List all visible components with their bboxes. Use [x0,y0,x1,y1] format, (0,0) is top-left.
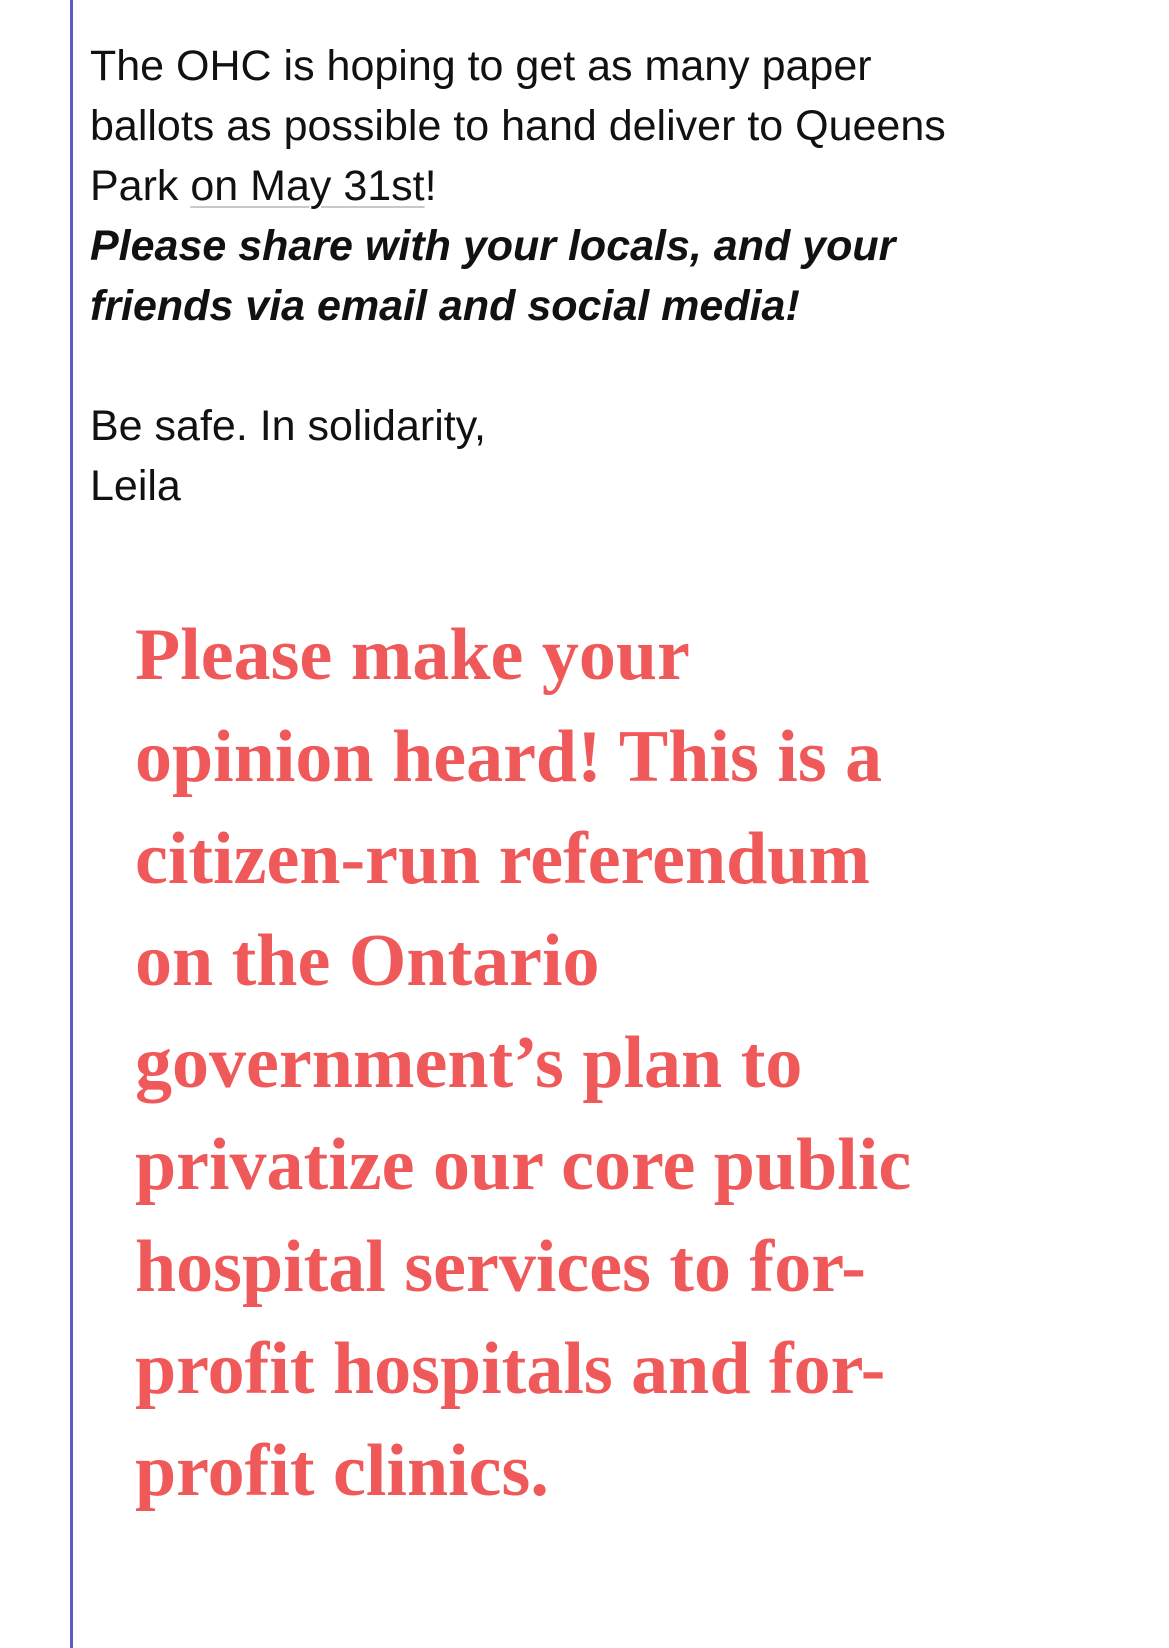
referendum-appeal [135,604,1145,1522]
appeal-line: on the Ontario [135,920,600,1002]
share-line-2: friends via email and social media! [90,282,800,330]
signature: Leila [90,462,181,510]
appeal-line: Please make your [135,614,690,696]
appeal-line: opinion heard! This is a [135,716,883,798]
appeal-line: hospital services to for- [135,1226,866,1308]
intro-line-1: The OHC is hoping to get as many paper [90,42,872,90]
intro-paragraph [90,36,1140,216]
email-body [90,36,1140,516]
paragraph-spacer [90,336,1140,396]
appeal-line: government’s plan to [135,1022,803,1104]
signoff-block [90,396,1140,516]
date-link[interactable]: on May 31st [190,162,425,210]
quote-bar [70,0,73,1648]
appeal-line: privatize our core public [135,1124,912,1206]
appeal-line: citizen-run referendum [135,818,871,900]
appeal-line: profit hospitals and for- [135,1328,886,1410]
intro-line-3-prefix: Park [90,162,191,210]
intro-line-3-suffix: ! [424,162,437,210]
signoff: Be safe. In solidarity, [90,402,486,450]
share-request [90,216,1140,336]
share-line-1: Please share with your locals, and your [90,222,896,270]
intro-line-2: ballots as possible to hand deliver to Queens [90,102,946,150]
appeal-line: profit clinics. [135,1430,549,1512]
